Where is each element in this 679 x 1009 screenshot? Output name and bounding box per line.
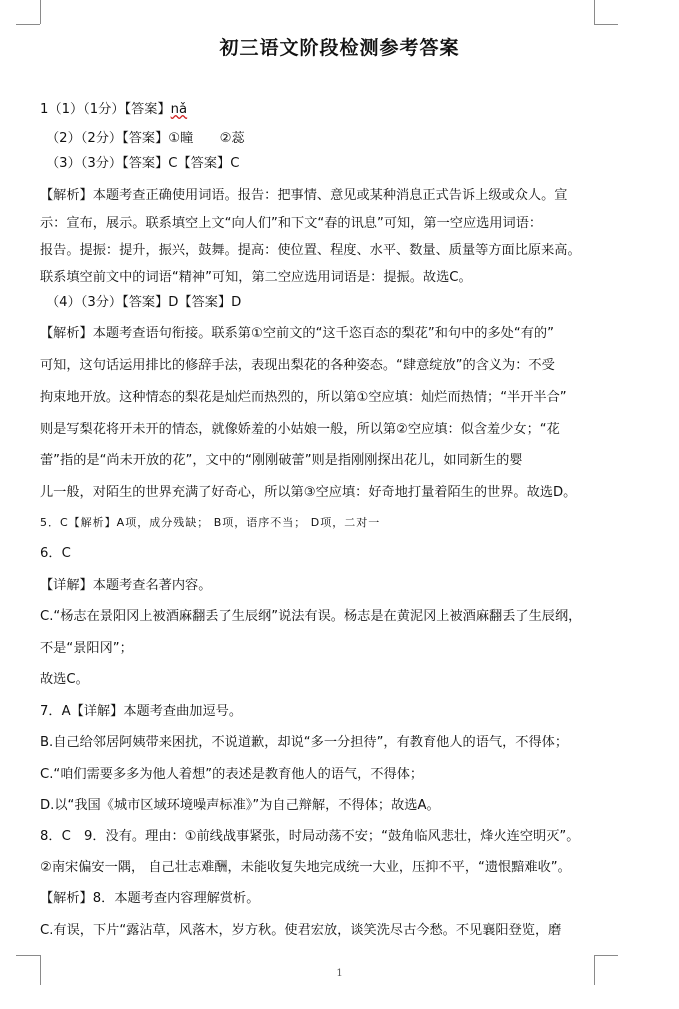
analysis-line: 联系填空前文中的词语“精神”可知，第二空应选用词语是：提振。故选C。 xyxy=(40,270,472,285)
crop-mark-top-left-h xyxy=(16,24,40,25)
analysis-line: 蕾”指的是“尚未开放的花”，文中的“刚刚破蕾”则是指刚刚探出花儿，如同新生的婴 xyxy=(40,453,523,468)
answer-line: 6．C xyxy=(40,546,71,561)
analysis-line: D.以“我国《城市区域环境噪声标准》”为自己辩解，不得体；故选A。 xyxy=(40,798,440,813)
answer-line: 7．A【详解】本题考查曲加逗号。 xyxy=(40,704,243,719)
analysis-line: C.“杨志在景阳冈上被酒麻翻丢了生辰纲”说法有误。杨志是在黄泥冈上被酒麻翻丢了生辰纲， xyxy=(40,609,582,624)
crop-mark-bottom-right-h xyxy=(594,955,618,956)
answer-line: （4）（3分）【答案】D【答案】D xyxy=(46,295,242,310)
analysis-line: 可知，这句话运用排比的修辞手法，表现出梨花的各种姿态。“肆意绽放”的含义为：不受 xyxy=(40,358,555,373)
page-title: 初三语文阶段检测参考答案 xyxy=(219,37,460,59)
crop-mark-top-left-v xyxy=(40,0,41,24)
analysis-line: 【解析】本题考查正确使用词语。报告：把事情、意见或某种消息正式告诉上级或众人。宣 xyxy=(40,188,568,203)
analysis-line: 【详解】本题考查名著内容。 xyxy=(40,578,212,593)
analysis-line: 故选C。 xyxy=(40,672,89,687)
answer-line: 5．C【解析】A项，成分残缺； B项，语序不当； D项，二对一 xyxy=(40,516,381,529)
answer-line: （3）（3分）【答案】C【答案】C xyxy=(46,156,240,171)
answer-line: （2）（2分）【答案】①瞳 ②蕊 xyxy=(46,131,245,146)
analysis-line: 拘束地开放。这种情态的梨花是灿烂而热烈的，所以第①空应填：灿烂而热情；“半开半合” xyxy=(40,390,567,405)
analysis-line: 不是“景阳冈”； xyxy=(40,641,133,656)
analysis-line: C.“咱们需要多多为他人着想”的表述是教育他人的语气，不得体； xyxy=(40,767,424,782)
page-number: 1 xyxy=(336,968,343,979)
analysis-line: 示：宣布，展示。联系填空上文“向人们”和下文“春的讯息”可知，第一空应选用词语： xyxy=(40,216,543,231)
answer-line: 8．C 9．没有。理由：①前线战事紧张，时局动荡不安；“鼓角临风悲壮，烽火连空明灭”。 xyxy=(40,829,580,844)
crop-mark-top-right-h xyxy=(594,24,618,25)
analysis-line: 则是写梨花将开未开的情态，就像娇羞的小姑娘一般，所以第②空应填：似含羞少女；“花 xyxy=(40,422,560,437)
answer-line xyxy=(40,101,650,119)
crop-mark-top-right-v xyxy=(594,0,595,24)
pinyin-answer: nǎ xyxy=(170,102,188,117)
analysis-line: 【解析】本题考查语句衔接。联系第①空前文的“这千恣百态的梨花”和句中的多处“有的” xyxy=(40,326,554,341)
analysis-line: C.有误，下片“露沾草，风落木，岁方秋。使君宏放，谈笑洗尽古今愁。不见襄阳登览，磨 xyxy=(40,923,562,938)
analysis-line: 【解析】8．本题考查内容理解赏析。 xyxy=(40,891,260,906)
analysis-line: 儿一般，对陌生的世界充满了好奇心，所以第③空应填：好奇地打量着陌生的世界。故选D。 xyxy=(40,485,577,500)
crop-mark-bottom-left-h xyxy=(16,955,40,956)
answer-line: ②南宋偏安一隅， 自己壮志难酬，未能收复失地完成统一大业，压抑不平，“遗恨黯难收”。 xyxy=(40,860,571,875)
answer-prefix: 1（1）（1分）【答案】 xyxy=(40,102,171,117)
analysis-line: B.自己给邻居阿姨带来困扰，不说道歉，却说“多一分担待”，有教育他人的语气，不得体； xyxy=(40,735,569,750)
analysis-line: 报告。提振：提升，振兴，鼓舞。提高：使位置、程度、水平、数量、质量等方面比原来高。 xyxy=(40,243,581,258)
